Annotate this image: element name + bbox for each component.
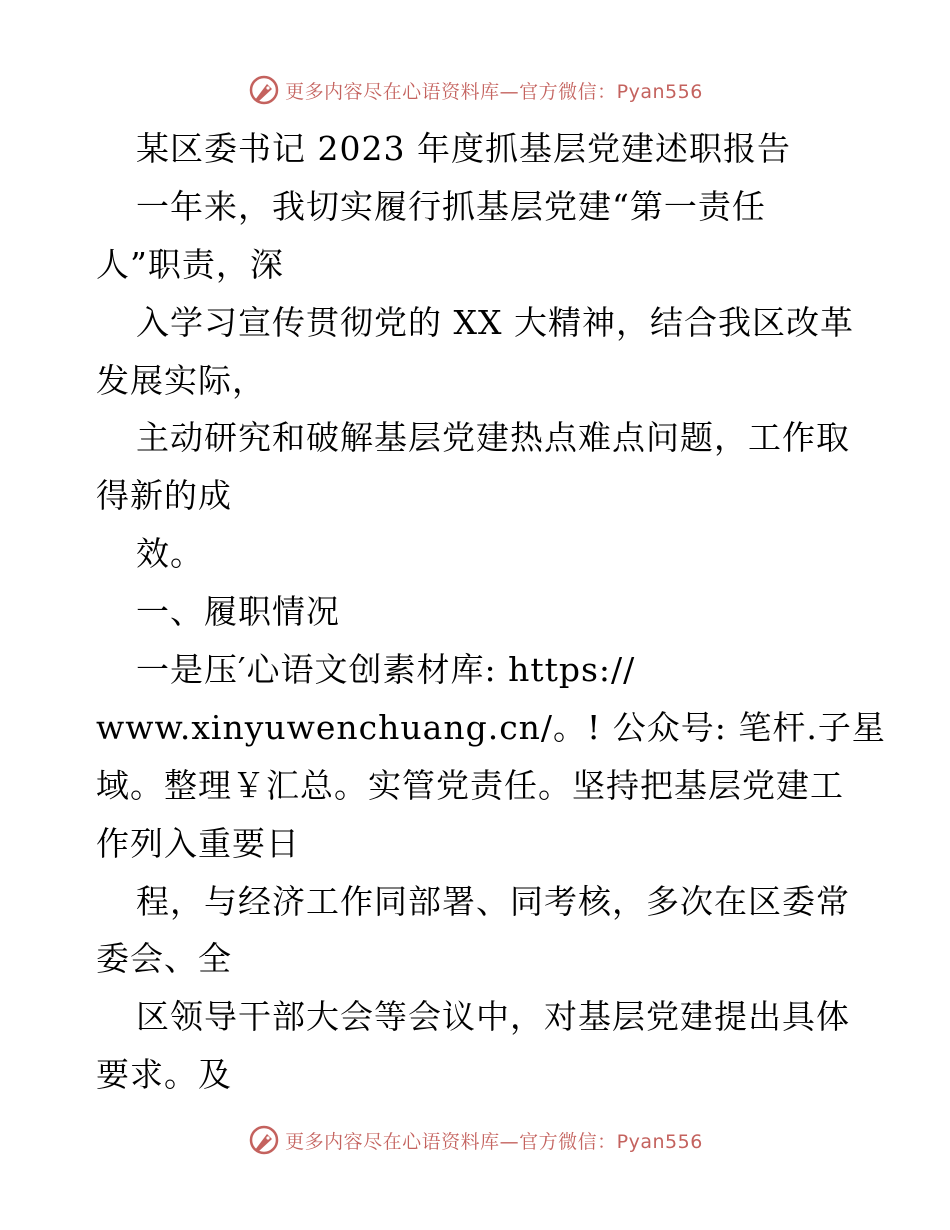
- text-line: 区领导干部大会等会议中，对基层党建提出具体: [136, 997, 850, 1037]
- text-line: 发展实际，: [96, 360, 266, 400]
- footer-banner-text: 更多内容尽在心语资料库—官方微信：Pyan556: [285, 1130, 703, 1153]
- text-line: 程，与经济工作同部署、同考核，多次在区委常: [136, 881, 850, 921]
- text-line: 得新的成: [96, 476, 232, 516]
- text-line: 一是压′心语文创素材库: https://: [136, 650, 636, 690]
- header-banner-text: 更多内容尽在心语资料库—官方微信：Pyan556: [285, 80, 703, 103]
- text-line: www.xinyuwenchuang.cn/。! 公众号: 笔杆.子星: [96, 707, 886, 747]
- text-line: 一年来，我切实履行抓基层党建“第一责任: [136, 186, 766, 226]
- pen-nib-circle-icon: [247, 73, 281, 107]
- header-banner: [0, 70, 950, 110]
- document-body: [96, 120, 886, 1104]
- text-line: 人”职责，深: [96, 244, 284, 284]
- text-line: 某区委书记 2023 年度抓基层党建述职报告: [136, 129, 791, 168]
- text-line: 委会、全: [96, 939, 232, 979]
- footer-banner: [0, 1120, 950, 1160]
- text-line: 要求。及: [96, 1055, 232, 1095]
- text-line: 一、履职情况: [136, 592, 340, 632]
- pen-nib-circle-icon: [247, 1123, 281, 1157]
- text-line: 作列入重要日: [96, 823, 300, 863]
- text-line: 域。整理￥汇总。实管党责任。坚持把基层党建工: [96, 765, 844, 805]
- text-line: 主动研究和破解基层党建热点难点问题，工作取: [136, 418, 850, 458]
- text-line: 入学习宣传贯彻党的 XX 大精神，结合我区改革: [136, 302, 854, 342]
- text-line: 效。: [136, 534, 204, 574]
